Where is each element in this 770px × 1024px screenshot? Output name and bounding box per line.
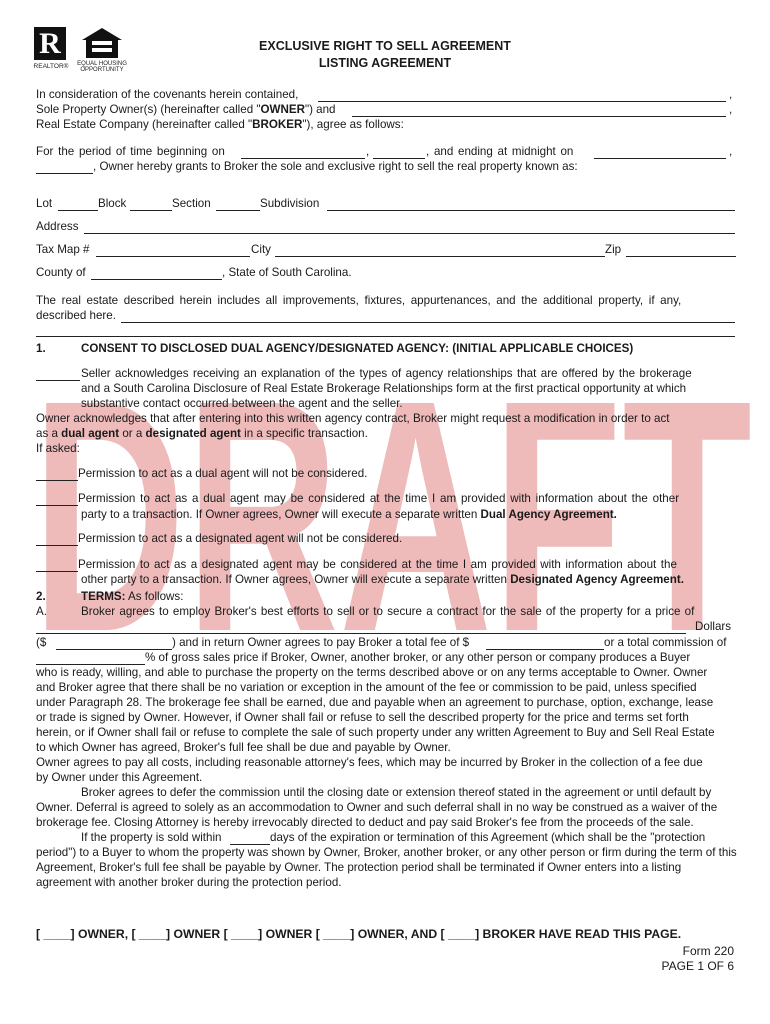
intro-line1-end: , xyxy=(729,88,733,101)
price-numeric-open: ($ xyxy=(36,636,47,649)
includes-text: The real estate described herein includes all improvements, fixtures, appurtenances, and the additional property, if any, xyxy=(36,294,682,307)
realtor-logo xyxy=(34,27,66,60)
defer-line1: Broker agrees to defer the commission until the closing date or extension thereof stated in the agreement or until default by xyxy=(81,786,712,799)
terms-line8: or trade is signed by Owner. However, if Owner shall fail or refuse to sell the described property for the price and terms set forth xyxy=(36,711,689,724)
equal-housing-label-2: OPPORTUNITY xyxy=(80,67,124,73)
seller-ack-line3: substantive contact occurred between the agent and the seller. xyxy=(81,397,403,410)
city-label: City xyxy=(251,243,271,256)
intro-line1: In consideration of the covenants herein contained, xyxy=(36,88,299,101)
period-start-label: For the period of time beginning on xyxy=(36,145,225,158)
opt2-line1: Permission to act as a dual agent may be considered at the time I am provided with information about the other xyxy=(78,492,680,505)
form-number: Form 220 xyxy=(682,944,734,958)
period-grant-text: , Owner hereby grants to Broker the sole and exclusive right to sell the real property known as: xyxy=(93,160,578,173)
equal-housing-label-1: EQUAL HOUSING xyxy=(77,61,127,67)
tax-map-field[interactable] xyxy=(96,256,250,257)
subdivision-label: Subdivision xyxy=(260,197,320,210)
opt2-initial-field[interactable] xyxy=(36,505,78,506)
costs-line2: by Owner under this Agreement. xyxy=(36,771,203,784)
opt4-line2: other party to a transaction. If Owner agrees, Owner will execute a separate written Designated Agency Agreement. xyxy=(81,573,684,586)
commission-percent-field[interactable] xyxy=(36,664,145,665)
terms-line10: to which Owner has agreed, Broker's full fee shall be due and payable by Owner. xyxy=(36,741,451,754)
price-words-field[interactable] xyxy=(36,633,686,634)
opt1-text: Permission to act as a dual agent will not be considered. xyxy=(78,467,368,480)
fee-text: ) and in return Owner agrees to pay Broker a total fee of $ xyxy=(172,636,470,649)
address-label: Address xyxy=(36,220,79,233)
if-asked-label: If asked: xyxy=(36,442,80,455)
terms-line6: and Broker agree that there shall be no variation or exception in the amount of the fee or commission to be paid, unless specified xyxy=(36,681,697,694)
opt3-text: Permission to act as a designated agent will not be considered. xyxy=(78,532,403,545)
terms-line7: under Paragraph 28. The brokerage fee shall be earned, due and payable when an agreement to purchase, option, exchange, lease xyxy=(36,696,714,709)
realtor-logo-letter: R xyxy=(39,27,61,60)
section1-number: 1. xyxy=(36,342,46,355)
county-label: County of xyxy=(36,266,86,279)
document-subtitle: LISTING AGREEMENT xyxy=(318,56,452,70)
price-numeric-field[interactable] xyxy=(56,649,172,650)
lot-label: Lot xyxy=(36,197,53,210)
initials-line: [ ____] OWNER, [ ____] OWNER [ ____] OWNER [ ____] OWNER, AND [ ____] BROKER HAVE READ THIS PAGE. xyxy=(36,927,682,941)
state-text: , State of South Carolina. xyxy=(222,266,352,279)
owner-ack-line1: Owner acknowledges that after entering into this written agency contract, Broker might request a modification in order to act xyxy=(36,412,670,425)
intro-broker-field[interactable] xyxy=(352,116,726,117)
section2-number: 2. xyxy=(36,590,46,603)
section2-sub-a: A. xyxy=(36,605,47,618)
address-field[interactable] xyxy=(84,233,735,234)
period-end-year-field[interactable] xyxy=(36,173,93,174)
intro-line2-end: , xyxy=(729,103,733,116)
section2-heading: TERMS: As follows: xyxy=(81,590,184,603)
opt3-initial-field[interactable] xyxy=(36,545,78,546)
lot-field[interactable] xyxy=(58,210,98,211)
protection-line2: period") to a Buyer to whom the property was shown by Owner, Broker, another broker, or any other person or firm during the term of this xyxy=(36,846,737,859)
period-end-field[interactable] xyxy=(594,158,726,159)
terms-line4: % of gross sales price if Broker, Owner, another broker, or any other person or company produces a Buyer xyxy=(145,651,691,664)
intro-owner-field[interactable] xyxy=(318,101,726,102)
dollars-label: Dollars xyxy=(695,620,732,633)
period-comma2: , xyxy=(729,145,733,158)
equal-housing-icon xyxy=(80,27,124,59)
document-title: EXCLUSIVE RIGHT TO SELL AGREEMENT xyxy=(259,39,511,53)
defer-line3: brokerage fee. Closing Attorney is hereby irrevocably directed to deduct and pay said Broker's fee from the proceeds of the sale. xyxy=(36,816,694,829)
protection-label: If the property is sold within xyxy=(81,831,222,844)
section-label: Section xyxy=(172,197,211,210)
block-field[interactable] xyxy=(130,210,172,211)
page-number: PAGE 1 OF 6 xyxy=(661,959,734,973)
seller-ack-line2: and a South Carolina Disclosure of Real Estate Brokerage Relationships form at the first practical opportunity at which xyxy=(81,382,687,395)
period-end-label: , and ending at midnight on xyxy=(426,145,574,158)
intro-line3: Real Estate Company (hereinafter called "BROKER"), agree as follows: xyxy=(36,118,404,131)
protection-days-field[interactable] xyxy=(230,844,270,845)
opt4-initial-field[interactable] xyxy=(36,571,78,572)
terms-line9: herein, or if Owner shall fail or refuse to complete the sale of such property under any written Agreement to Buy and Sell Real Estate xyxy=(36,726,715,739)
opt4-line1: Permission to act as a designated agent may be considered at the time I am provided with information about the xyxy=(78,558,677,571)
zip-field[interactable] xyxy=(626,256,736,257)
opt1-initial-field[interactable] xyxy=(36,480,78,481)
owner-ack-line2: as a dual agent or a designated agent in a specific transaction. xyxy=(36,427,368,440)
fee-amount-field[interactable] xyxy=(486,649,604,650)
period-start-field[interactable] xyxy=(241,158,365,159)
zip-label: Zip xyxy=(605,243,622,256)
section-field[interactable] xyxy=(216,210,260,211)
defer-line2: Owner. Deferral is agreed to solely as an accommodation to Owner and such deferral shall in no way be construed as a waiver of the xyxy=(36,801,718,814)
seller-ack-line1: Seller acknowledges receiving an explanation of the types of agency relationships that are offered by the brokerage xyxy=(81,367,692,380)
svg-text:DRAFT: DRAFT xyxy=(32,331,752,670)
described-label: described here. xyxy=(36,309,116,322)
opt2-line2: party to a transaction. If Owner agrees, Owner will execute a separate written Dual Agency Agreement. xyxy=(81,508,617,521)
city-field[interactable] xyxy=(275,256,605,257)
commission-text: or a total commission of xyxy=(604,636,727,649)
costs-line1: Owner agrees to pay all costs, including reasonable attorney's fees, which may be incurred by Broker in the collection of a fee due xyxy=(36,756,703,769)
price-line1: Broker agrees to employ Broker's best efforts to sell or to secure a contract for the sale of the property for a price of xyxy=(81,605,695,618)
protection-line1-rest: days of the expiration or termination of this Agreement (which shall be the "protection xyxy=(270,831,706,844)
tax-map-label: Tax Map # xyxy=(36,243,90,256)
section1-heading: CONSENT TO DISCLOSED DUAL AGENCY/DESIGNATED AGENCY: (INITIAL APPLICABLE CHOICES) xyxy=(81,342,634,355)
subdivision-field[interactable] xyxy=(327,210,735,211)
realtor-label: REALTOR® xyxy=(33,63,69,70)
period-start-year-field[interactable] xyxy=(373,158,425,159)
county-field[interactable] xyxy=(91,279,222,280)
described-field-2[interactable] xyxy=(36,336,735,337)
block-label: Block xyxy=(98,197,127,210)
terms-line5: who is ready, willing, and able to purchase the property on the terms described above or on any terms acceptable to Owner. Owner xyxy=(36,666,708,679)
protection-line3: Agreement, Broker's full fee shall be payable by Owner. The protection period shall be terminated if Owner enters into a listing xyxy=(36,861,682,874)
protection-line4: agreement with another broker during the protection period. xyxy=(36,876,342,889)
period-comma1: , xyxy=(366,145,370,158)
seller-ack-initial-field[interactable] xyxy=(36,380,80,381)
described-field-1[interactable] xyxy=(121,322,735,323)
intro-line2: Sole Property Owner(s) (hereinafter called "OWNER") and xyxy=(36,103,336,116)
